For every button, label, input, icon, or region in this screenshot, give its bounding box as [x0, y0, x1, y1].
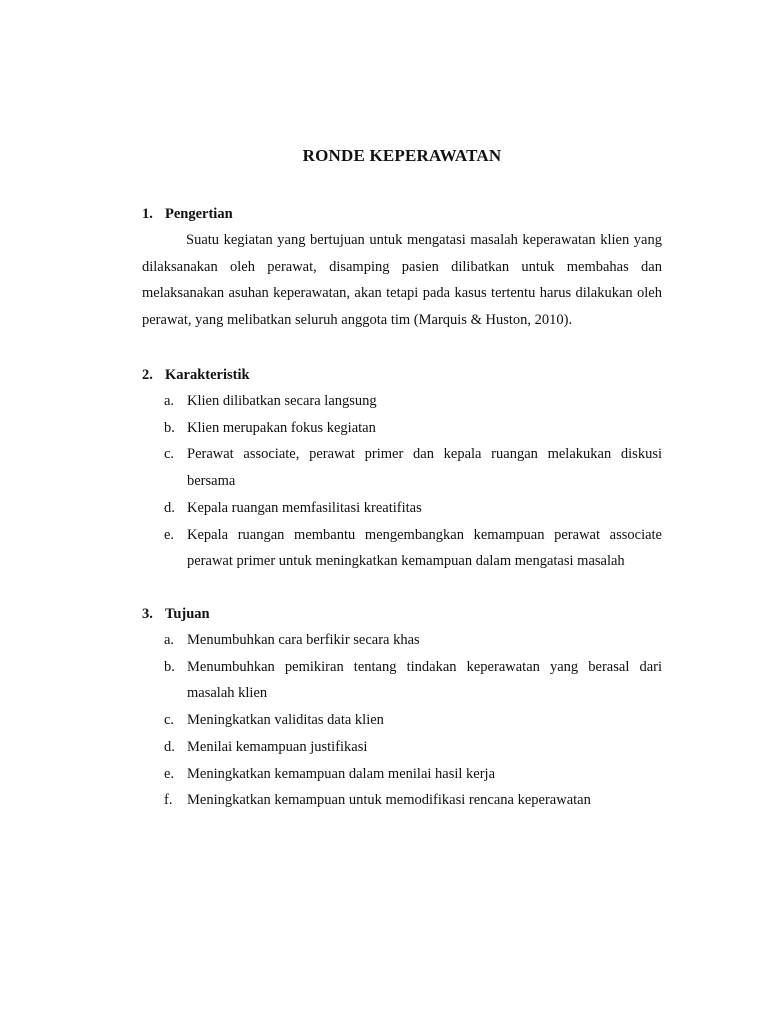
list-item: [142, 627, 662, 654]
list-item-letter: a.: [164, 632, 175, 648]
section-tujuan: [142, 601, 662, 814]
list-item-letter: b.: [164, 419, 175, 436]
list-item-letter: a.: [164, 393, 175, 409]
list-item: [142, 522, 662, 575]
list-item-letter: d.: [164, 738, 175, 755]
section-title: Pengertian: [165, 206, 233, 222]
list-item-text: Kepala ruangan memfasilitasi kreatifitas: [187, 499, 422, 516]
list-item-text: Menumbuhkan cara berfikir secara khas: [187, 632, 420, 648]
section-paragraph: Suatu kegiatan yang bertujuan untuk mengatasi masalah keperawatan klien yang dilaksanakan oleh perawat, disamping pasien dilibatkan untuk membahas dan melaksanakan asuhan keperawatan, akan tetapi pada kasus tertentu harus dilakukan oleh perawat, yang melibatkan seluruh anggota tim (Marquis & Huston, 2010).: [142, 232, 662, 328]
list-item: [142, 707, 662, 734]
section-title: Tujuan: [165, 606, 210, 622]
section-number: 3.: [142, 606, 153, 622]
section-number: 2.: [142, 367, 153, 383]
list-item-letter: f.: [164, 792, 173, 809]
list-item: [142, 734, 662, 761]
list-item-letter: c.: [164, 712, 175, 729]
list-item-text: Perawat associate, perawat primer dan kepala ruangan melakukan diskusi bersama: [187, 446, 662, 490]
list-item: [142, 787, 662, 814]
list-item-letter: c.: [164, 446, 175, 463]
list-item-text: Meningkatkan validitas data klien: [187, 712, 384, 729]
list-item-text: Meningkatkan kemampuan untuk memodifikasi rencana keperawatan: [187, 792, 591, 809]
list-item-text: Meningkatkan kemampuan dalam menilai hasil kerja: [187, 765, 496, 782]
list-item: [142, 495, 662, 522]
section-karakteristik: [142, 362, 662, 575]
list-item: [142, 441, 662, 494]
list-item: [142, 415, 662, 442]
section-heading: [142, 601, 662, 627]
list-item: [142, 388, 662, 415]
list-item-text: Kepala ruangan membantu mengembangkan kemampuan perawat associate perawat primer untuk meningkatkan kemampuan dalam mengatasi masalah: [187, 526, 662, 570]
list-item: [142, 654, 662, 707]
list-item-letter: d.: [164, 499, 175, 516]
section-heading: [142, 362, 662, 388]
section-pengertian: [142, 201, 662, 333]
list-item: [142, 761, 662, 788]
list-item-letter: e.: [164, 526, 175, 543]
list-item-letter: e.: [164, 765, 175, 782]
list-item-text: Klien dilibatkan secara langsung: [187, 393, 377, 409]
list-item-text: Menumbuhkan pemikiran tentang tindakan keperawatan yang berasal dari masalah klien: [187, 658, 662, 702]
document-title: RONDE KEPERAWATAN: [302, 146, 502, 165]
list-item-letter: b.: [164, 658, 175, 675]
section-title: Karakteristik: [165, 367, 250, 383]
list-item-text: Menilai kemampuan justifikasi: [187, 738, 368, 755]
section-heading: [142, 201, 662, 227]
list-item-text: Klien merupakan fokus kegiatan: [187, 419, 376, 436]
section-number: 1.: [142, 206, 153, 222]
